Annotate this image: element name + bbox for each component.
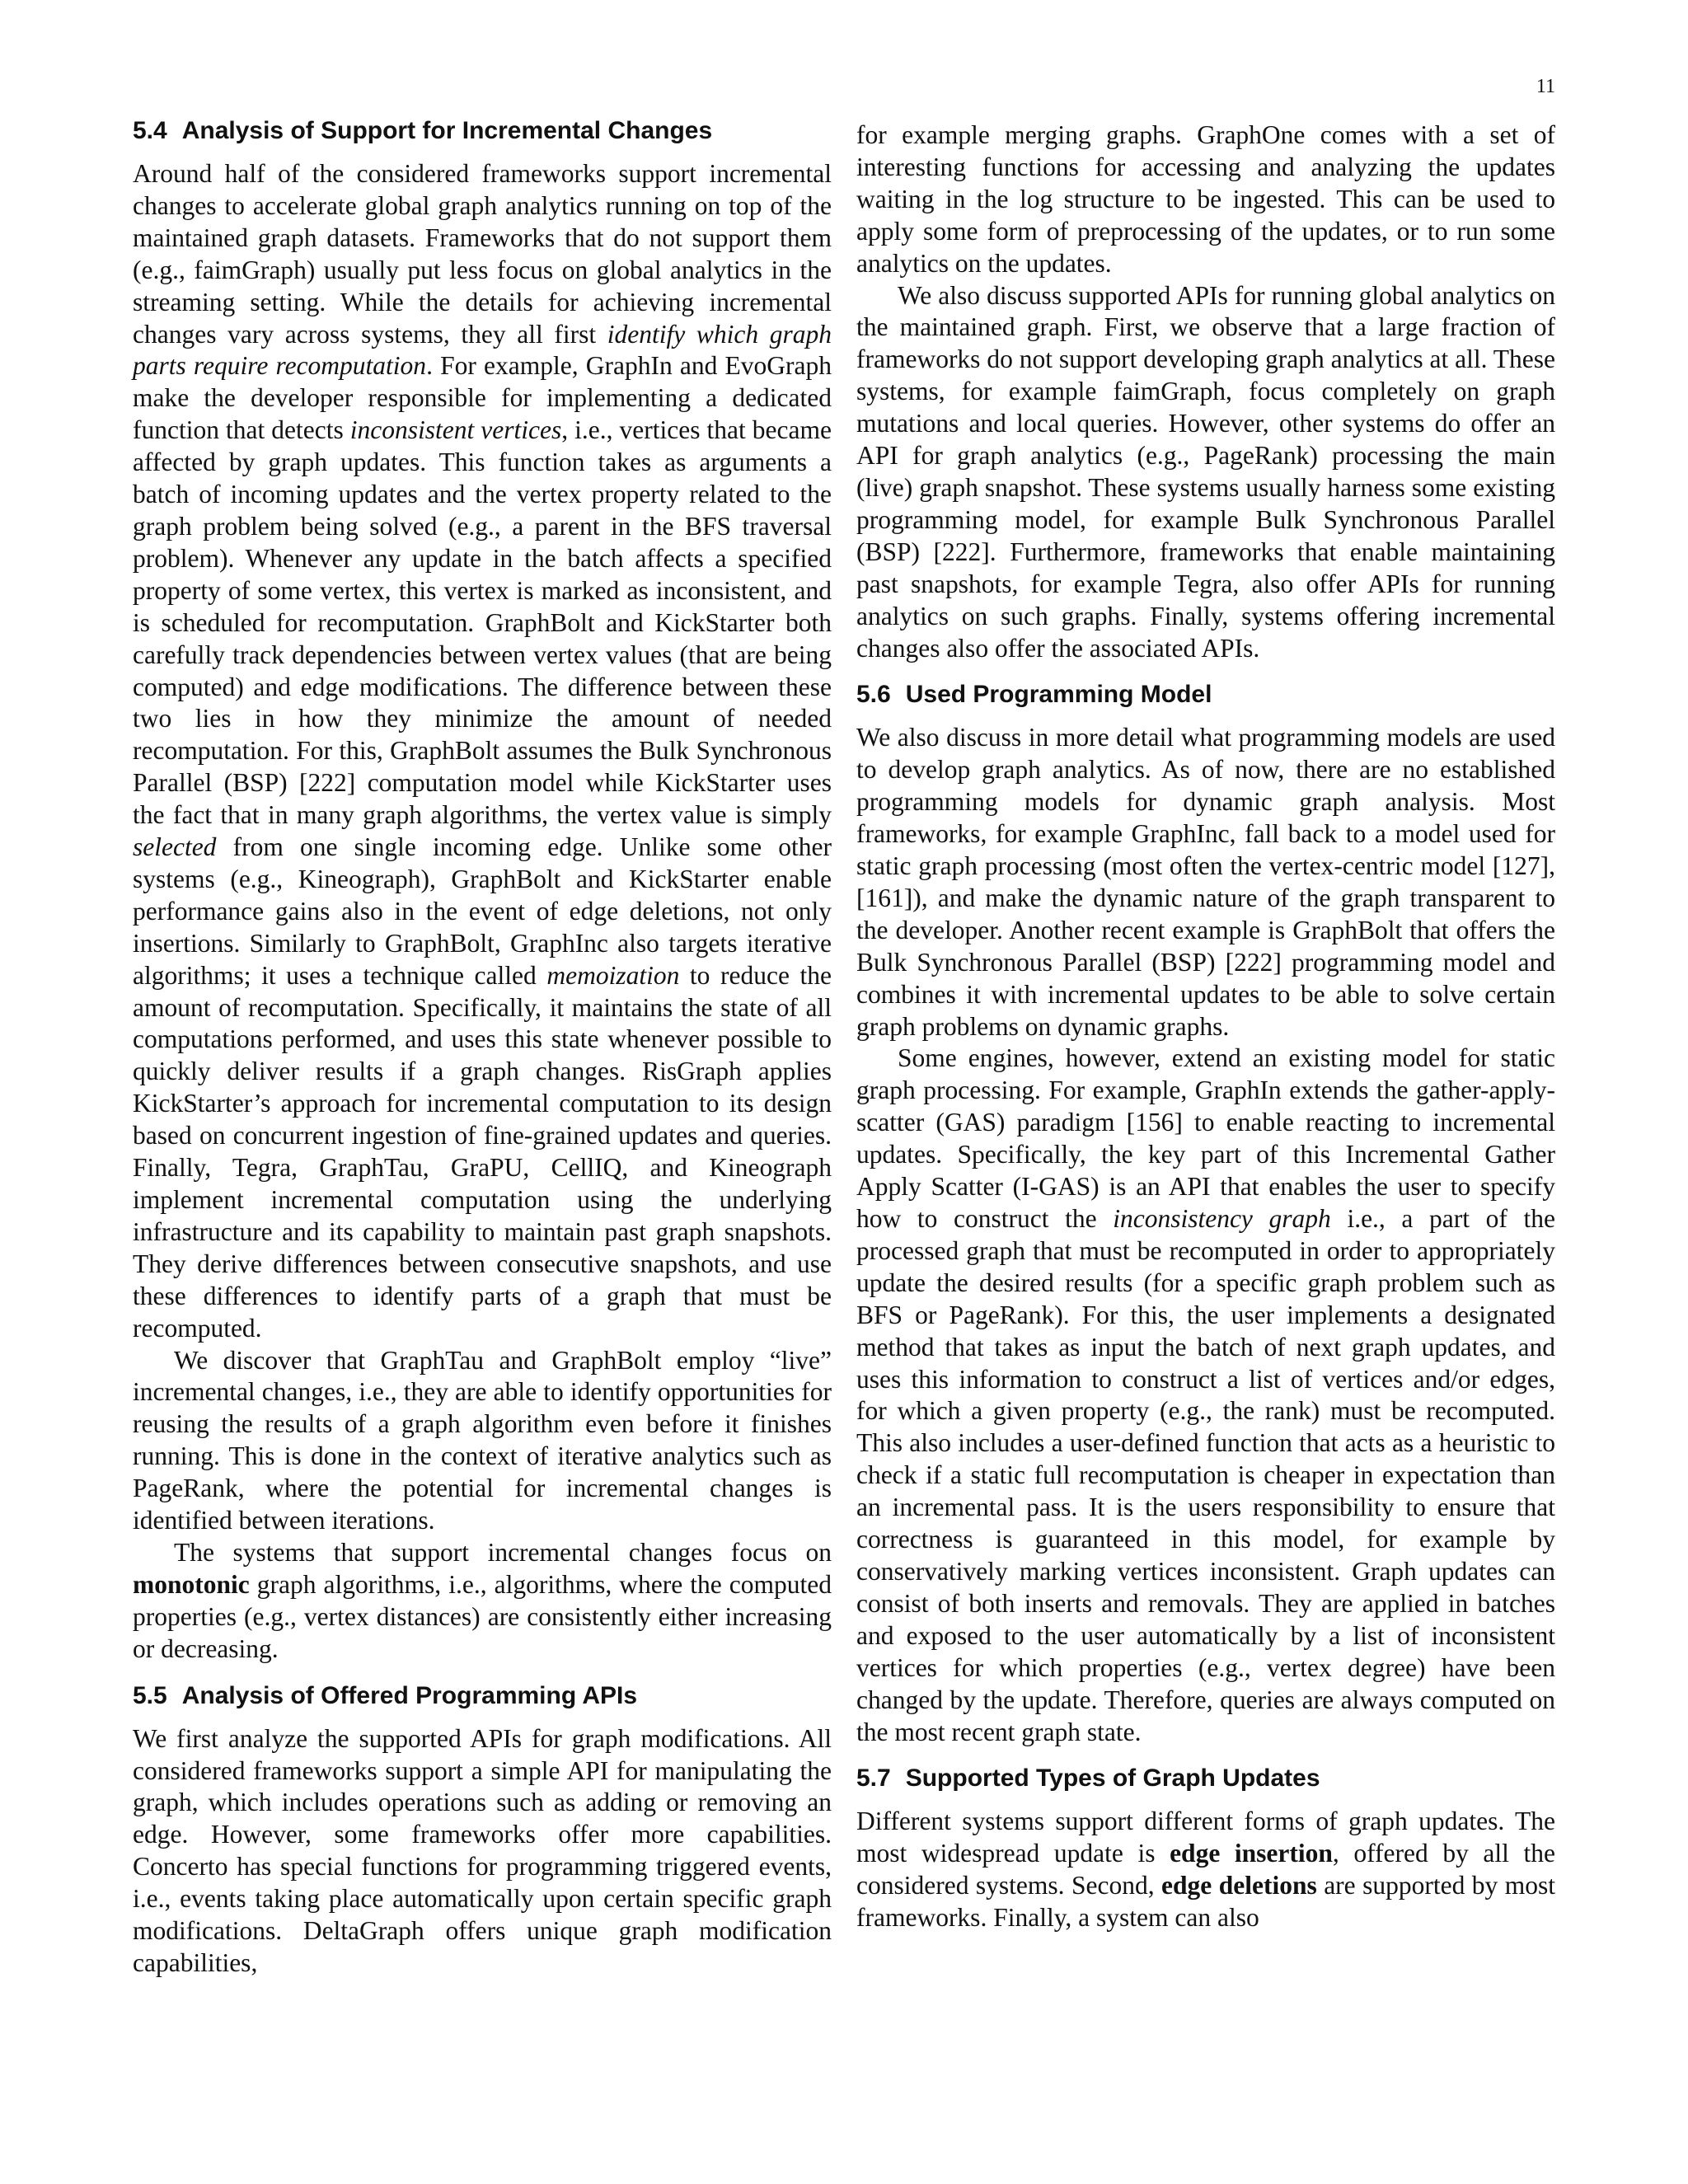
section-heading-5-6 [856, 679, 1555, 710]
paragraph: We also discuss in more detail what programming models are used to develop graph analytics. As of now, there are no established programming models for dynamic graph analysis. Most frameworks, for example GraphInc, fall back to a model used for static graph processing (most often the vertex-centric model [127], [161]), and make the dynamic nature of the graph transparent to the developer. Another recent example is GraphBolt that offers the Bulk Synchronous Parallel (BSP) [222] programming model and combines it with incremental updates to be able to solve certain graph problems on dynamic graphs. [856, 723, 1555, 1041]
section-heading-5-5 [133, 1680, 832, 1712]
section-title: Analysis of Offered Programming APIs [181, 1681, 638, 1709]
section-number: 5.6 [856, 681, 891, 709]
paragraph: Around half of the considered frameworks support incremental changes to accelerate global graph analytics running on top of the maintained graph datasets. Frameworks that do not support them (e.g., faimGraph) usually put less focus on global analytics in the streaming setting. While the details for achieving incremental changes vary across systems, they all first identify which graph parts require recomputation. For example, GraphIn and EvoGraph make the developer responsible for implementing a dedicated function that detects inconsistent vertices, i.e., vertices that became affected by graph updates. This function takes as arguments a batch of incoming updates and the vertex property related to the graph problem being solved (e.g., a parent in the BFS traversal problem). Whenever any update in the batch affects a specified property of some vertex, this vertex is marked as inconsistent, and is scheduled for recomputation. GraphBolt and KickStarter both carefully track dependencies between vertex values (that are being computed) and edge modifications. The difference between these two lies in how they minimize the amount of needed recomputation. For this, GraphBolt assumes the Bulk Synchronous Parallel (BSP) [222] computation model while KickStarter uses the fact that in many graph algorithms, the vertex value is simply selected from one single incoming edge. Unlike some other systems (e.g., Kineograph), GraphBolt and KickStarter enable performance gains also in the event of edge deletions, not only insertions. Similarly to GraphBolt, GraphInc also targets iterative algorithms; it uses a technique called memoization to reduce the amount of recomputation. Specifically, it maintains the state of all computations performed, and uses this state whenever possible to quickly deliver results if a graph changes. RisGraph applies KickStarter’s approach for incremental computation to its design based on concurrent ingestion of fine-grained updates and queries. Finally, Tegra, GraphTau, GraPU, CellIQ, and Kineograph implement incremental computation using the underlying infrastructure and its capability to maintain past graph snapshots. They derive differences between consecutive snapshots, and use these differences to identify parts of a graph that must be recomputed. [133, 159, 832, 1343]
right-column [856, 120, 1555, 1934]
paragraph: We first analyze the supported APIs for graph modifications. All considered frameworks support a simple API for manipulating the graph, which includes operations such as adding or removing an edge. However, some frameworks offer more capabilities. Concerto has special functions for programming triggered events, i.e., events taking place automatically upon certain specific graph modifications. DeltaGraph offers unique graph modification capabilities, [133, 1723, 832, 1977]
section-title: Used Programming Model [905, 681, 1212, 709]
paragraph: Some engines, however, extend an existing model for static graph processing. For example, GraphIn extends the gather-apply-scatter (GAS) paradigm [156] to enable reacting to incremental updates. Specifically, the key part of this Incremental Gather Apply Scatter (I-GAS) is an API that enables the user to specify how to construct the inconsistency graph i.e., a part of the processed graph that must be recomputed in order to appropriately update the desired results (for a specific graph problem such as BFS or PageRank). For this, the user implements a designated method that takes as input the batch of next graph updates, and uses this information to construct a list of vertices and/or edges, for which a given property (e.g., the rank) must be recomputed. This also includes a user-defined function that acts as a heuristic to check if a static full recomputation is cheaper in expectation than an incremental pass. It is the users responsibility to ensure that correctness is guaranteed in this model, for example by conservatively marking vertices inconsistent. Graph updates can consist of both inserts and removals. They are applied in batches and exposed to the user automatically by a list of inconsistent vertices for which properties (e.g., vertex degree) have been changed by the update. Therefore, queries are always computed on the most recent graph state. [856, 1043, 1555, 1746]
paragraph: We also discuss supported APIs for running global analytics on the maintained graph. First, we observe that a large fraction of frameworks do not support developing graph analytics at all. These systems, for example faimGraph, focus completely on graph mutations and local queries. However, other systems do offer an API for graph analytics (e.g., PageRank) processing the main (live) graph snapshot. These systems usually harness some existing programming model, for example Bulk Synchronous Parallel (BSP) [222]. Furthermore, frameworks that enable maintaining past snapshots, for example Tegra, also offer APIs for running analytics on such graphs. Finally, systems offering incremental changes also offer the associated APIs. [856, 280, 1555, 663]
page-number: 11 [1536, 76, 1555, 97]
section-number: 5.7 [856, 1765, 891, 1793]
left-column [133, 115, 832, 1980]
paragraph: Different systems support different forms of graph updates. The most widespread update is edge insertion, offered by all the considered systems. Second, edge deletions are supported by most frameworks. Finally, a system can also [856, 1807, 1555, 1933]
section-heading-5-4 [133, 115, 832, 147]
paragraph: We discover that GraphTau and GraphBolt employ “live” incremental changes, i.e., they are able to identify opportunities for reusing the results of a graph algorithm even before it finishes running. This is done in the context of iterative analytics such as PageRank, where the potential for incremental changes is identified between iterations. [133, 1345, 832, 1535]
section-title: Analysis of Support for Incremental Changes [181, 117, 713, 144]
section-number: 5.4 [133, 117, 167, 144]
section-title: Supported Types of Graph Updates [905, 1765, 1320, 1793]
section-number: 5.5 [133, 1681, 167, 1709]
section-heading-5-7 [856, 1763, 1555, 1794]
paragraph: for example merging graphs. GraphOne comes with a set of interesting functions for accessing and analyzing the updates waiting in the log structure to be ingested. This can be used to apply some form of preprocessing of the updates, or to run some analytics on the updates. [856, 120, 1555, 278]
paragraph: The systems that support incremental changes focus on monotonic graph algorithms, i.e., algorithms, where the computed properties (e.g., vertex distances) are consistently either increasing or decreasing. [133, 1537, 832, 1663]
